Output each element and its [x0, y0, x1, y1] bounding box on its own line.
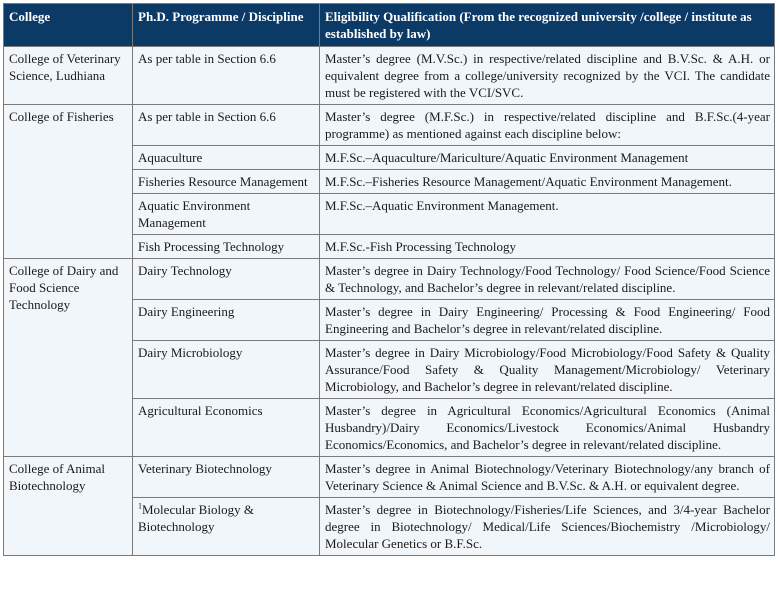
table-header-row	[4, 4, 775, 47]
eligibility-cell: M.F.Sc.–Aquaculture/Mariculture/Aquatic Environment Management	[320, 146, 775, 170]
programme-cell	[133, 498, 320, 556]
footnote-mark: 1	[138, 501, 142, 511]
eligibility-cell: Master’s degree in Biotechnology/Fisheries/Life Sciences, and 3/4-year Bachelor degree in Biotechnology/ Medical/Life Sciences/Biochemistry /Microbiology/ Molecular Genetics or B.F.Sc.	[320, 498, 775, 556]
eligibility-table	[3, 3, 775, 556]
college-cell: College of Animal Biotechnology	[4, 457, 133, 556]
programme-cell: Dairy Engineering	[133, 300, 320, 341]
programme-cell: Fish Processing Technology	[133, 235, 320, 259]
eligibility-cell: Master’s degree in Dairy Engineering/ Processing & Food Engineering/ Food Engineering and Bachelor’s degree in relevant/related discipline.	[320, 300, 775, 341]
eligibility-cell: Master’s degree in Agricultural Economics/Agricultural Economics (Animal Husbandry)/Dairy Economics/Livestock Economics/Animal Husbandry Economics/Economics, and Bachelor’s degree in relevant/related discipline.	[320, 399, 775, 457]
programme-cell: Dairy Microbiology	[133, 341, 320, 399]
eligibility-cell: Master’s degree in Animal Biotechnology/Veterinary Biotechnology/any branch of Veterinary Science & Animal Science and B.V.Sc. & A.H. or equivalent degree.	[320, 457, 775, 498]
table-row	[4, 105, 775, 146]
table-row	[4, 47, 775, 105]
college-cell: College of Fisheries	[4, 105, 133, 259]
eligibility-cell: M.F.Sc.–Aquatic Environment Management.	[320, 194, 775, 235]
college-cell: College of Veterinary Science, Ludhiana	[4, 47, 133, 105]
programme-label: Molecular Biology & Biotechnology	[138, 502, 254, 534]
eligibility-cell: Master’s degree in Dairy Technology/Food Technology/ Food Science/Food Science & Technology, and Bachelor’s degree in relevant/related discipline.	[320, 259, 775, 300]
programme-cell: Aquatic Environment Management	[133, 194, 320, 235]
eligibility-cell: Master’s degree (M.V.Sc.) in respective/related discipline and B.V.Sc. & A.H. or equivalent degree from a college/university recognized by the VCI. The candidate must be registered with the VCI/SVC.	[320, 47, 775, 105]
table-row	[4, 259, 775, 300]
programme-cell: Dairy Technology	[133, 259, 320, 300]
college-cell: College of Dairy and Food Science Technology	[4, 259, 133, 457]
header-college: College	[4, 4, 133, 47]
programme-cell: Fisheries Resource Management	[133, 170, 320, 194]
eligibility-cell: M.F.Sc.-Fish Processing Technology	[320, 235, 775, 259]
programme-cell: Veterinary Biotechnology	[133, 457, 320, 498]
programme-cell: Aquaculture	[133, 146, 320, 170]
header-eligibility: Eligibility Qualification (From the recognized university /college / institute as established by law)	[320, 4, 775, 47]
header-programme: Ph.D. Programme / Discipline	[133, 4, 320, 47]
programme-cell: Agricultural Economics	[133, 399, 320, 457]
table-row	[4, 457, 775, 498]
eligibility-cell: Master’s degree (M.F.Sc.) in respective/related discipline and B.F.Sc.(4-year programme) as mentioned against each discipline below:	[320, 105, 775, 146]
programme-cell: As per table in Section 6.6	[133, 105, 320, 146]
eligibility-cell: M.F.Sc.–Fisheries Resource Management/Aquatic Environment Management.	[320, 170, 775, 194]
eligibility-cell: Master’s degree in Dairy Microbiology/Food Microbiology/Food Safety & Quality Assurance/Food Safety & Quality Management/Microbiology/ Veterinary Microbiology, and Bachelor’s degree in relevant/related discipline.	[320, 341, 775, 399]
programme-cell: As per table in Section 6.6	[133, 47, 320, 105]
